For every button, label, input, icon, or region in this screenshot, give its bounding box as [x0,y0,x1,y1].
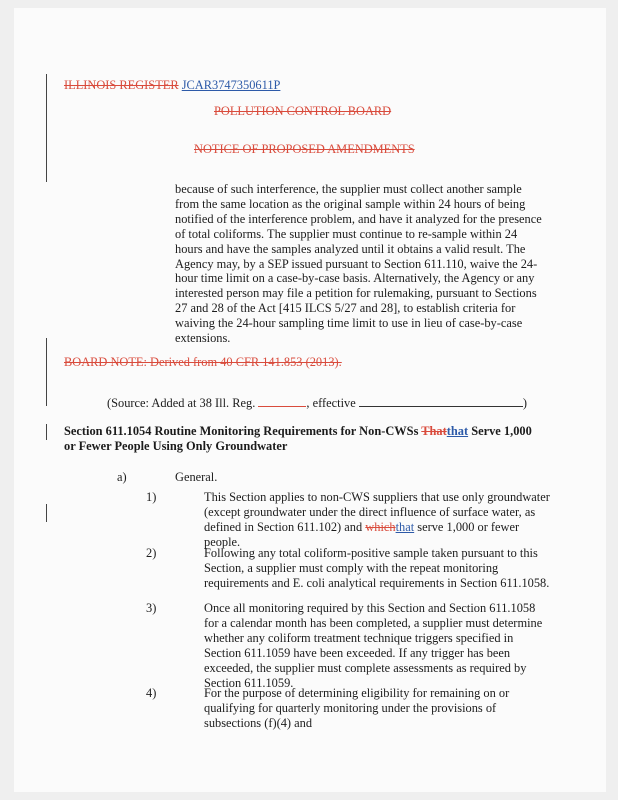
revision-bar [46,424,47,440]
item-text-after: serve 1,000 or fewer people. [204,519,520,549]
source-middle: , effective [306,396,356,410]
source-line [107,395,527,411]
item-number: 2) [146,546,157,560]
subsection-a-title: General. [175,470,218,484]
revision-bar [46,504,47,522]
list-item: Once all monitoring required by this Section and Section 611.1058 for a calendar month has been completed, a supplier must determine whether any coliform treatment technique triggers specified in Section 611.1059 have been exceeded. If any trigger has been exceeded, the supplier must complete assessments as required by Section 611.1059. [204,601,543,690]
section-heading [64,424,532,439]
revision-bar [46,338,47,406]
item-text: This Section applies to non-CWS suppliers that use only groundwater (except groundwater under the direct influence of surface water, as defined in Section 611.102) and [204,490,550,534]
register-blank [258,395,306,407]
item-number: 3) [146,601,157,615]
source-prefix: (Source: Added at 38 Ill. Reg. [107,396,256,410]
list-item: Following any total coliform-positive sample taken pursuant to this Section, a supplier must comply with the repeat monitoring requirements and E. coli analytical requirements in Section 611.1058. [204,546,550,590]
section-title-part2: Serve 1,000 [471,424,532,438]
board-header: POLLUTION CONTROL BOARD [214,104,392,118]
that-inserted: that [395,519,415,534]
list-item: For the purpose of determining eligibility for remaining on or qualifying for quarterly monitoring under the provisions of subsections (f)(4) and [204,686,510,730]
register-struck: ILLINOIS REGISTER [64,78,179,92]
list-item [204,490,550,550]
register-header [64,78,280,93]
revision-bar [46,74,47,182]
notice-header: NOTICE OF PROPOSED AMENDMENTS [194,142,415,156]
item-number: 1) [146,490,157,504]
section-title-part1: Section 611.1054 Routine Monitoring Requirements for Non-CWSs [64,424,419,438]
effective-blank [359,395,523,407]
item-number: 4) [146,686,157,700]
subsection-a-label: a) [117,470,127,484]
that-struck: That [421,424,447,438]
register-inserted: JCAR3747350611P [181,78,281,92]
board-note: BOARD NOTE: Derived from 40 CFR 141.853 (2013). [64,355,342,369]
section-heading-line2: or Fewer People Using Only Groundwater [64,439,288,453]
that-inserted: that [446,424,469,438]
source-suffix: ) [522,396,527,410]
document-page [14,8,606,792]
which-struck: which [365,519,396,534]
continued-paragraph: because of such interference, the supplier must collect another sample from the same location as the original sample within 24 hours of being notified of the interference problem, and have it analyzed for the presence of total coliforms. The supplier must continue to re-sample within 24 hours and have the samples analyzed until it obtains a valid result. The Agency may, by a SEP issued pursuant to Section 611.110, waive the 24-hour time limit on a case-by-case basis. Alternatively, the Agency or any interested person may file a petition for rulemaking, pursuant to Sections 27 and 28 of the Act [415 ILCS 5/27 and 28], to establish criteria for waiving the 24-hour sampling time limit to use in lieu of case-by-case extensions. [175,182,542,346]
